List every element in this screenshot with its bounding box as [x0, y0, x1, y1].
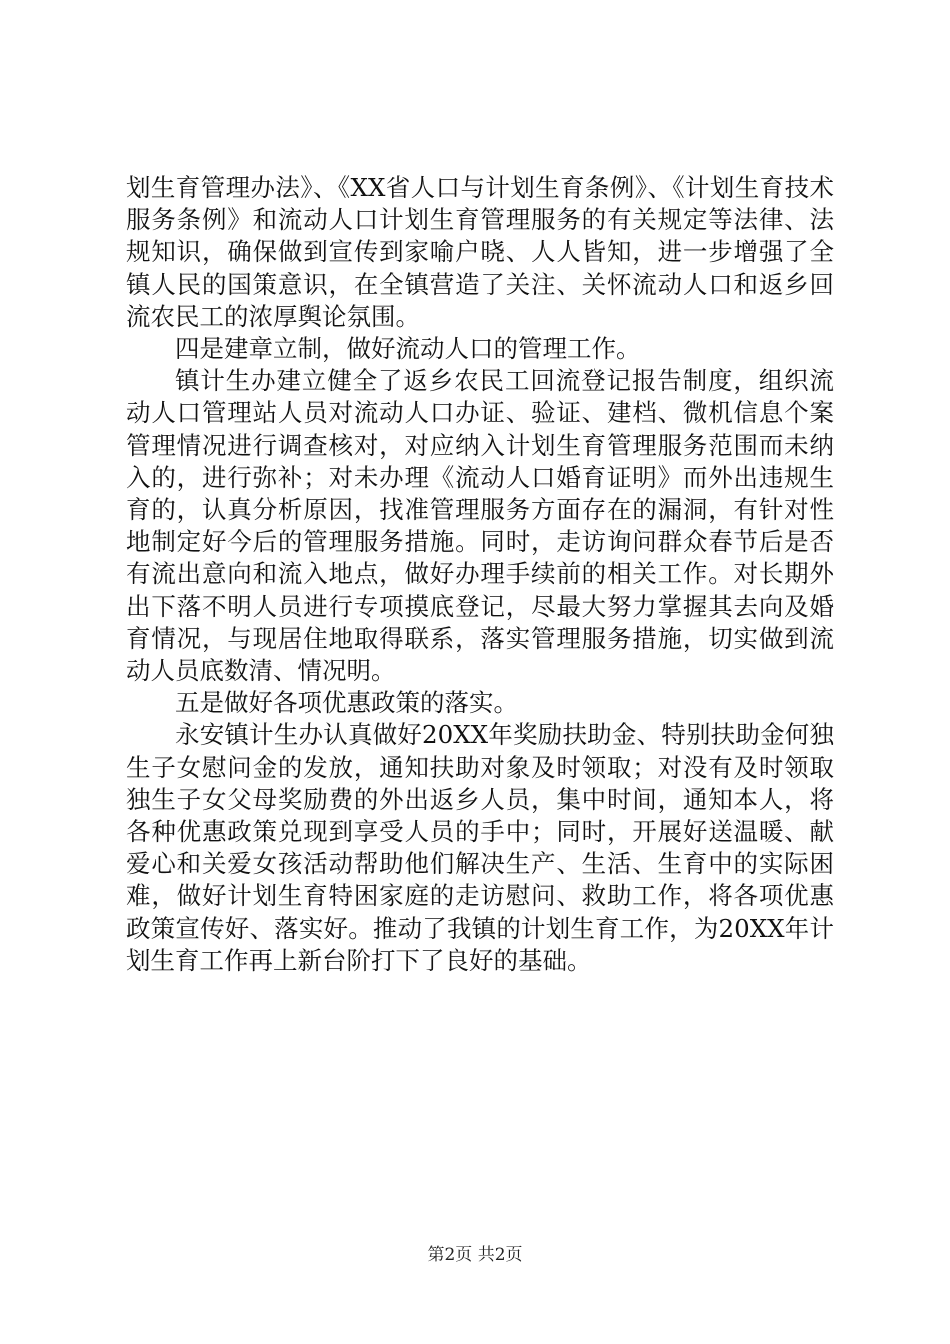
paragraph-5: 永安镇计生办认真做好20XX年奖励扶助金、特别扶助金何独生子女慰问金的发放，通知扶助对象及时领取；对没有及时领取独生子女父母奖励费的外出返乡人员，集中时间，通知本人，将各种优惠政策兑现到享受人员的手中；同时，开展好送温暖、献爱心和关爱女孩活动帮助他们解决生产、生活、生育中的实际困难，做好计划生育特困家庭的走访慰问、救助工作，将各项优惠政策宣传好、落实好。推动了我镇的计划生育工作，为20XX年计划生育工作再上新台阶打下了良好的基础。: [126, 720, 834, 975]
page-footer: [0, 1244, 950, 1266]
page-number-indicator: 第2页 共2页: [427, 1245, 523, 1265]
paragraph-4-heading: 五是做好各项优惠政策的落实。: [175, 688, 518, 718]
paragraph-1: 划生育管理办法》、《XX省人口与计划生育条例》、《计划生育技术服务条例》和流动人口计划生育管理服务的有关规定等法律、法规知识，确保做到宣传到家喻户晓、人人皆知，进一步增强了全镇人民的国策意识，在全镇营造了关注、关怀流动人口和返乡回流农民工的浓厚舆论氛围。: [126, 173, 834, 331]
document-body: [126, 172, 834, 977]
paragraph-2-heading: 四是建章立制，做好流动人口的管理工作。: [175, 334, 641, 364]
paragraph-3: 镇计生办建立健全了返乡农民工回流登记报告制度，组织流动人口管理站人员对流动人口办证、验证、建档、微机信息个案管理情况进行调查核对，对应纳入计划生育管理服务范围而未纳入的，进行弥补；对未办理《流动人口婚育证明》而外出违规生育的，认真分析原因，找准管理服务方面存在的漏洞，有针对性地制定好今后的管理服务措施。同时，走访询问群众春节后是否有流出意向和流入地点，做好办理手续前的相关工作。对长期外出下落不明人员进行专项摸底登记，尽最大努力掌握其去向及婚育情况，与现居住地取得联系，落实管理服务措施，切实做到流动人员底数清、情况明。: [126, 366, 834, 686]
